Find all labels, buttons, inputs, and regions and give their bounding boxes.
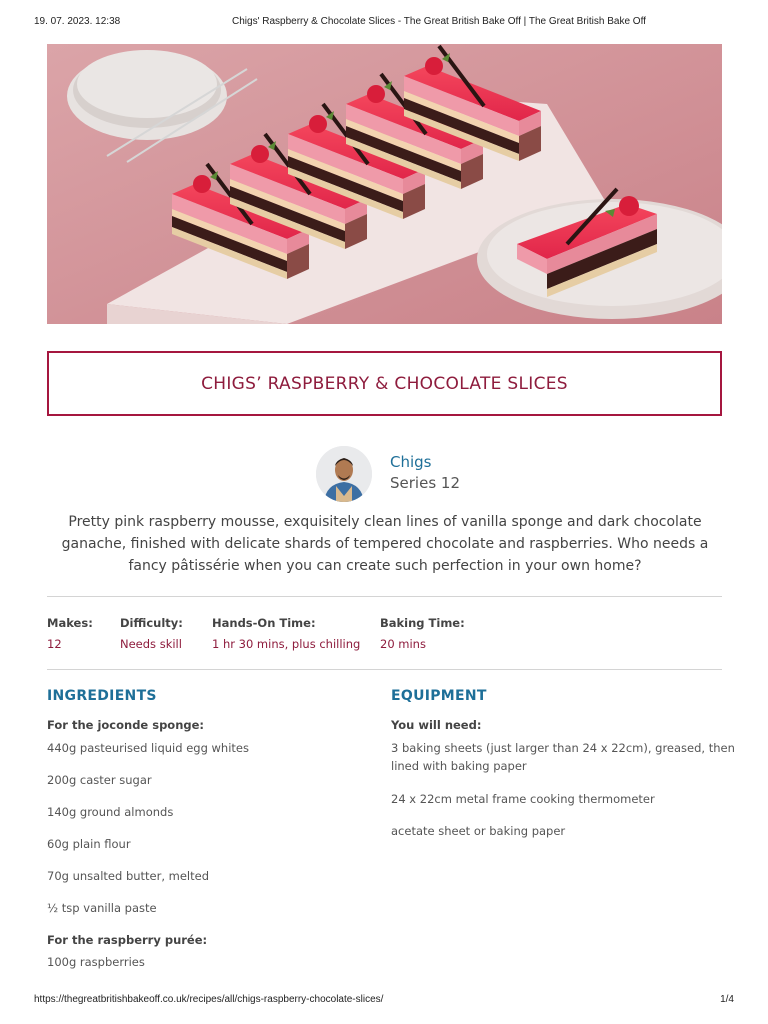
divider [47, 596, 722, 597]
stat-value: 20 mins [380, 637, 426, 651]
print-footer-url: https://thegreatbritishbakeoff.co.uk/recipes/all/chigs-raspberry-chocolate-slices/ [34, 994, 384, 1005]
recipe-intro: Pretty pink raspberry mousse, exquisitely clean lines of vanilla sponge and dark chocolate ganache, finished with delicate shards of tempered chocolate and raspberries. Who needs a fancy pâtissérie when you can create such perfection in your own home? [61, 514, 709, 574]
equipment-section-title: You will need: [391, 718, 482, 732]
stat-value: 1 hr 30 mins, plus chilling [212, 637, 361, 651]
ingredient-item: 140g ground almonds [47, 805, 174, 819]
ingredients-section-title: For the raspberry purée: [47, 933, 208, 947]
ingredient-item: 200g caster sugar [47, 773, 152, 787]
ingredient-item: 60g plain flour [47, 837, 131, 851]
recipe-title: CHIGS’ RASPBERRY & CHOCOLATE SLICES [201, 373, 568, 394]
print-page-title: Chigs' Raspberry & Chocolate Slices - The Great British Bake Off | The Great British Bake Off [232, 16, 646, 27]
baker-info [316, 446, 576, 502]
ingredient-item: 70g unsalted butter, melted [47, 869, 210, 883]
stat-label: Difficulty: [120, 616, 183, 630]
ingredients-section-title: For the joconde sponge: [47, 718, 205, 732]
print-page-number: 1/4 [720, 994, 734, 1005]
stat-value: Needs skill [120, 637, 182, 651]
stat-baking-time [380, 616, 465, 651]
recipe-title-box [47, 351, 722, 416]
stat-difficulty [120, 616, 183, 651]
ingredients-heading: INGREDIENTS [47, 688, 157, 704]
hero-recipe-photo [47, 44, 722, 324]
baker-series: Series 12 [390, 474, 460, 492]
equipment-item: 24 x 22cm metal frame cooking thermometer [391, 792, 655, 806]
baker-name-link[interactable]: Chigs [390, 453, 432, 471]
print-date: 19. 07. 2023. 12:38 [34, 16, 121, 27]
ingredient-item: 440g pasteurised liquid egg whites [47, 741, 249, 755]
baker-avatar [316, 446, 372, 502]
equipment-item-line: lined with baking paper [391, 759, 527, 773]
stat-label: Makes: [47, 616, 93, 630]
divider [47, 669, 722, 670]
ingredient-item: 100g raspberries [47, 955, 145, 969]
stat-value: 12 [47, 637, 62, 651]
equipment-item: acetate sheet or baking paper [391, 824, 566, 838]
stat-label: Baking Time: [380, 616, 465, 630]
stat-label: Hands-On Time: [212, 616, 316, 630]
stat-hands-on-time [212, 616, 360, 651]
print-header [34, 16, 734, 30]
stat-makes [47, 616, 93, 651]
equipment-heading: EQUIPMENT [391, 688, 487, 704]
ingredient-item: ½ tsp vanilla paste [47, 901, 157, 915]
equipment-item-line: 3 baking sheets (just larger than 24 x 22cm), greased, then [391, 741, 735, 755]
